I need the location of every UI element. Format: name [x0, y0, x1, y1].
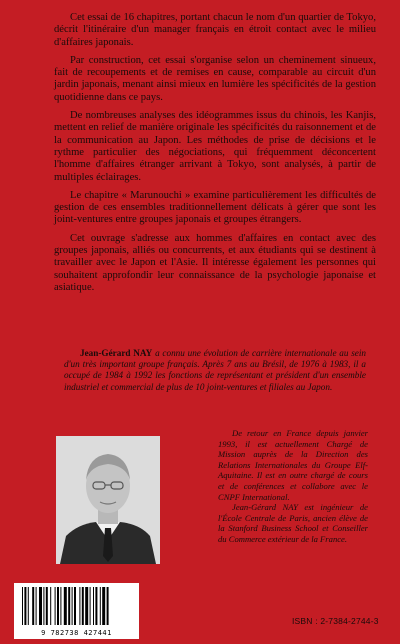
blurb-paragraph-2: Par construction, cet essai s'organise selon un cheminement sinueux, fait de recoupements et de remises en cause, comparable au circuit d'un jardin japonais, menant ainsi mieux en lumière les spécificités de la gestion quotidienne dans ce pays. — [54, 54, 376, 103]
barcode-number: 9 782738 427441 — [41, 629, 112, 637]
author-bio — [64, 348, 366, 393]
author-photo — [56, 436, 160, 564]
author-bio-paragraph-3: Jean-Gérard NAY est ingénieur de l'École Centrale de Paris, ancien élève de la Stanford Business School et Conseiller du Commerce extérieur de la France. — [218, 502, 368, 544]
blurb-paragraph-3: De nombreuses analyses des idéogrammes issus du chinois, les Kanjis, mettent en relief de manière originale les spécificités du raisonnement et de la communication au Japon. Les méthodes de prise de décisions et le rythme particulier des négociations, qui fréquemment déconcertent l'homme d'affaires étranger arrivant à Tokyo, sont analysés, à partir de multiples éclairages. — [54, 110, 376, 183]
author-bio-paragraph — [64, 348, 366, 393]
blurb-paragraph-5: Cet ouvrage s'adresse aux hommes d'affaires en contact avec des groupes japonais, alliés ou concurrents, et aux étudiants qui se destinent à travailler avec le Japon et l'Asie. Il intéresse également les personnes qui souhaitent approfondir leur connaissance de la psychologie japonaise et asiatique. — [54, 232, 376, 293]
barcode — [14, 583, 139, 639]
author-portrait-image — [56, 436, 160, 564]
barcode-bars-image — [14, 583, 139, 627]
blurb-paragraph-1: Cet essai de 16 chapitres, portant chacun le nom d'un quartier de Tokyo, décrit l'itinéraire d'un manager français en étroit contact avec le milieu d'affaires japonais. — [54, 12, 376, 48]
author-bio-text: a connu une évolution de carrière internationale au sein d'un très important groupe français. Après 7 ans au Brésil, de 1976 à 1983, il a occupé de 1984 à 1992 les fonctions de représentant et président d'un ensemble industriel et commercial de plus de 10 joint-ventures et filiales au Japon. — [64, 348, 367, 392]
blurb-paragraph-4: Le chapitre « Marunouchi » examine particulièrement les difficultés de gestion de ces ensembles traditionnellement délicats à gérer que sont les joint-ventures entre groupes japonais et groupes étrangers. — [54, 189, 376, 226]
author-bio-continued — [218, 428, 368, 545]
author-name: Jean-Gérard NAY — [80, 348, 153, 358]
isbn-text: ISBN : 2-7384-2744-3 — [292, 616, 379, 626]
author-bio-paragraph-2: De retour en France depuis janvier 1993, il est actuellement Chargé de Mission auprès de la Direction des Relations Internationales du Groupe Elf-Aquitaine. Il est en outre chargé de cours et de conférences et collabore avec le CNPF International. — [218, 428, 368, 502]
cover-blurb — [54, 12, 376, 300]
